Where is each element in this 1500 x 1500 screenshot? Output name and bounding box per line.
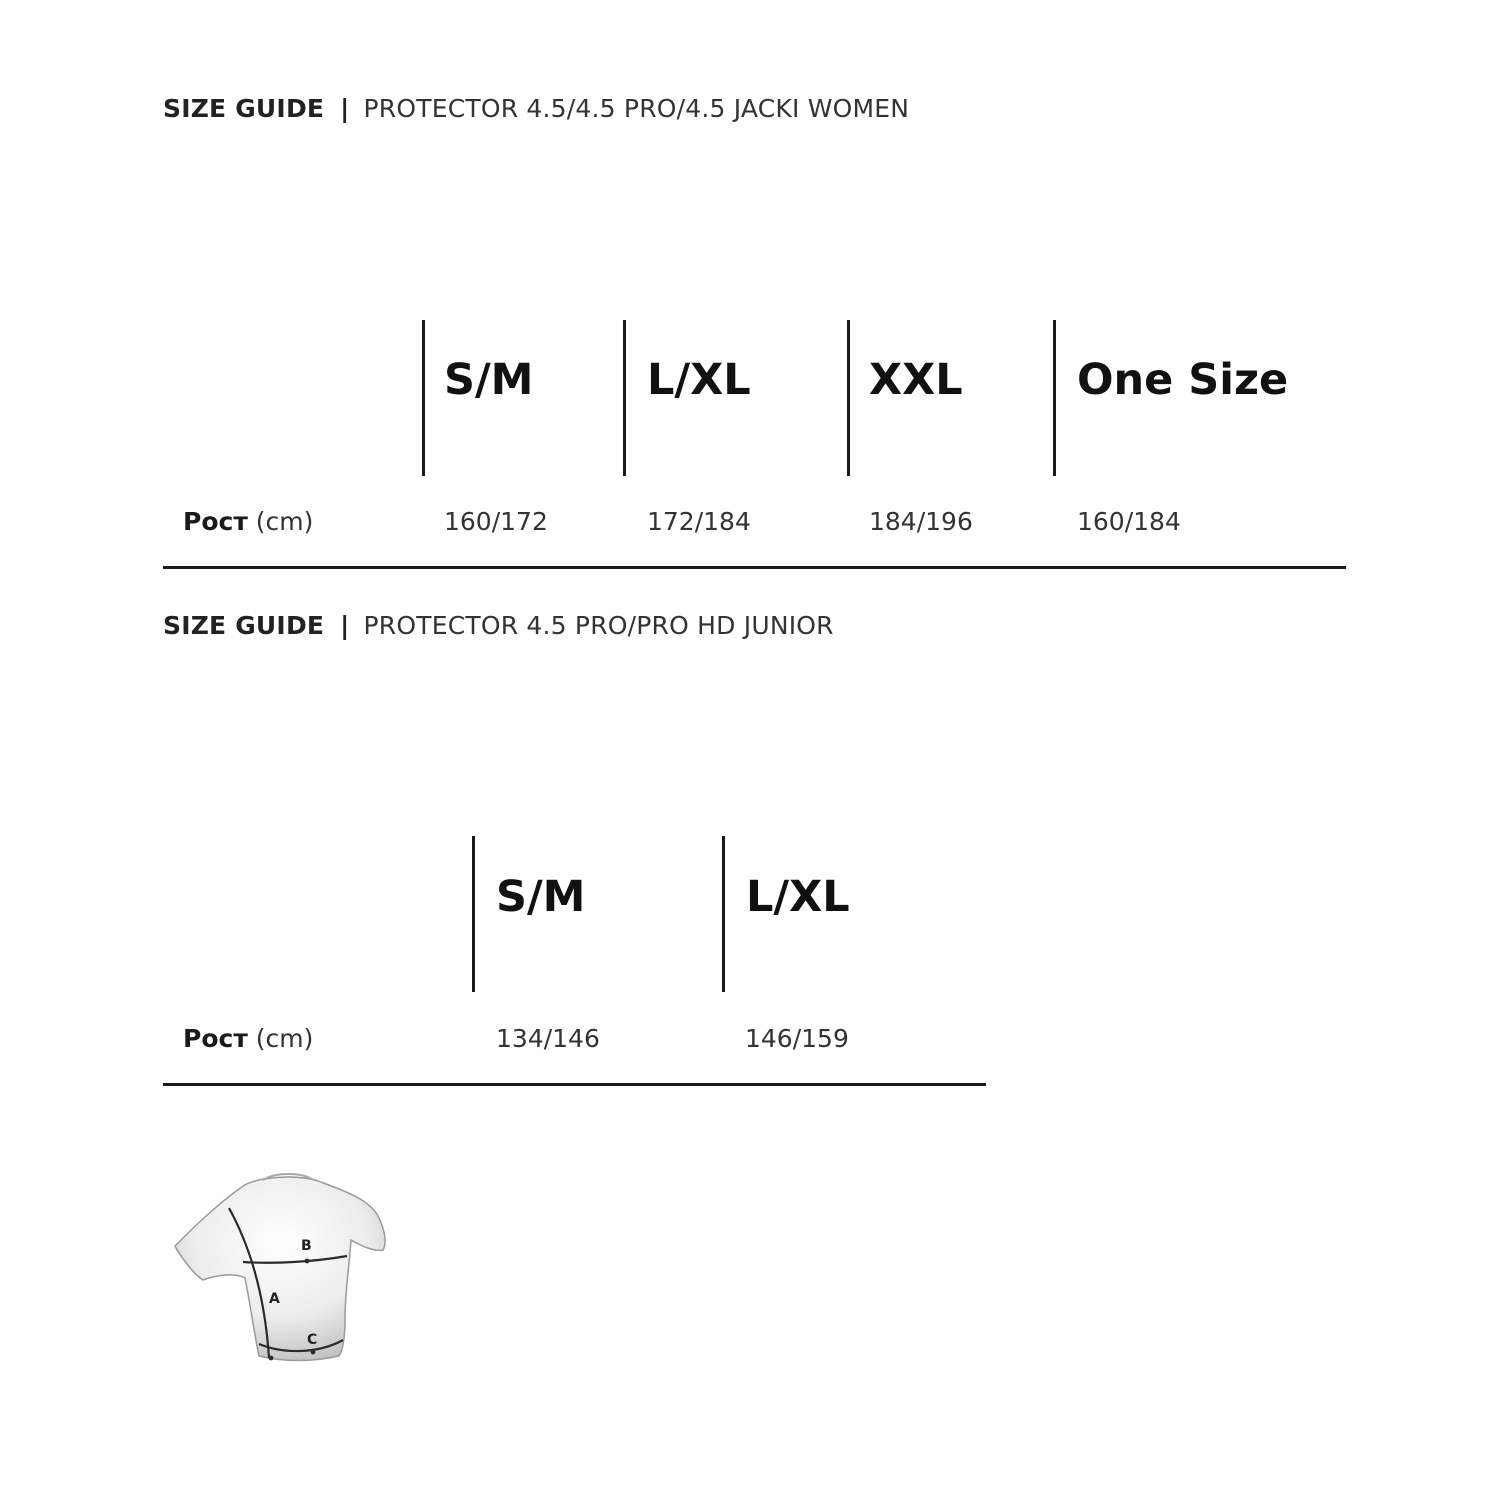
height-row-label [183,509,313,534]
size-guide-label: SIZE GUIDE [163,94,325,123]
height-label: Рост [183,1024,248,1053]
height-row-label [183,1026,313,1051]
size-header: XXL [869,355,963,405]
product-name: PROTECTOR 4.5/4.5 PRO/4.5 JACKI WOMEN [363,94,910,123]
column-divider [472,836,475,992]
table-bottom-rule [163,1083,986,1086]
column-divider [847,320,850,476]
marker-b: B [301,1238,312,1254]
height-value: 160/184 [1077,507,1181,536]
column-divider [623,320,626,476]
guide-title-women [163,96,909,121]
table-bottom-rule [163,566,1346,569]
size-guide-label: SIZE GUIDE [163,611,325,640]
height-value: 134/146 [496,1024,600,1053]
title-separator: | [340,611,350,640]
height-value: 146/159 [745,1024,849,1053]
torso-measurement-figure [163,1168,398,1383]
marker-a: A [269,1291,280,1307]
column-divider [722,836,725,992]
height-label: Рост [183,507,248,536]
size-header: S/M [444,355,534,405]
height-unit: (cm) [255,1024,314,1053]
height-value: 160/172 [444,507,548,536]
column-divider [422,320,425,476]
height-value: 172/184 [647,507,751,536]
column-divider [1053,320,1056,476]
guide-title-junior [163,613,834,638]
height-value: 184/196 [869,507,973,536]
product-name: PROTECTOR 4.5 PRO/PRO HD JUNIOR [363,611,834,640]
size-header: L/XL [647,355,751,405]
size-header: S/M [496,872,586,922]
height-unit: (cm) [255,507,314,536]
title-separator: | [340,94,350,123]
size-header: One Size [1077,355,1289,405]
marker-c: C [307,1332,318,1348]
size-header: L/XL [746,872,850,922]
